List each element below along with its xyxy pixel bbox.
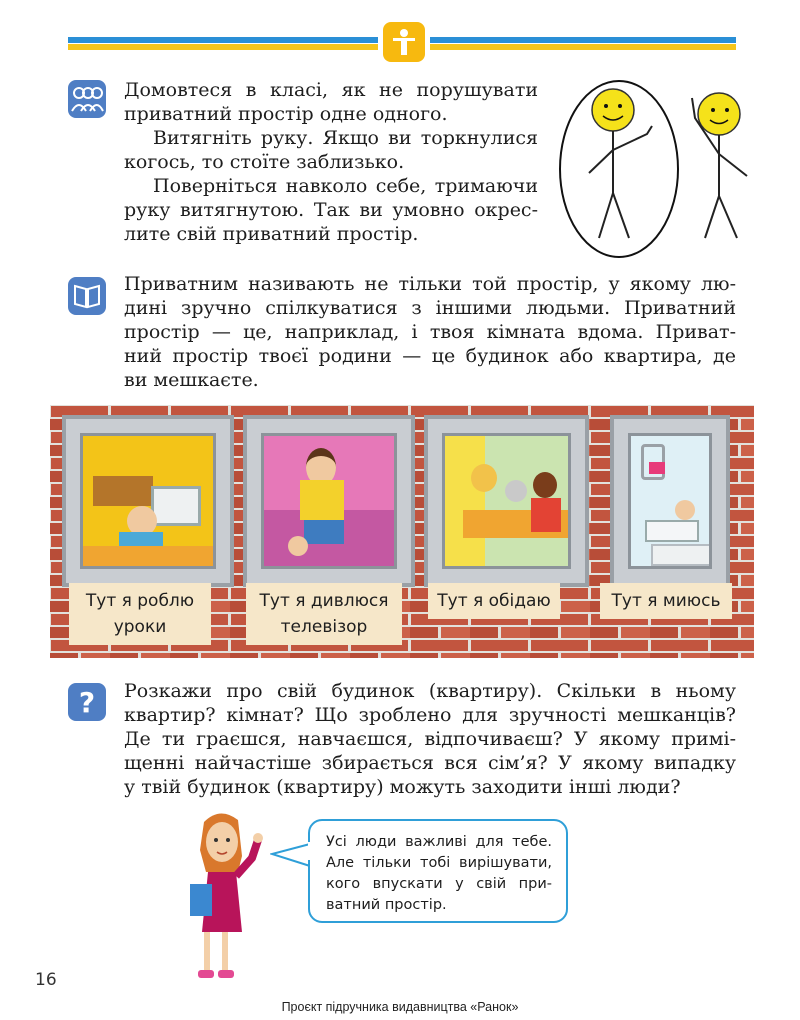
question-text: Розкажи про свій будинок (квартиру). Скільки в ньому квартир? кімнат? Що зроблено для зручності мешканців? Де ти граєшся, навчаєшся, відпочиваєш? У якому примі- щенні найчастіше збирається вся сім’я? У якому випадку у твій будинок (квартиру) можуть заходити інші люди? bbox=[124, 680, 736, 798]
reading-text: Приватним називають не тільки той простір, у якому лю- дині зручно спілкуватися з іншими людьми. Приватний простір — це, наприклад, і твоя кімната вдома. Приват- ний простір твоєї родини — це будинок або квартира, де ви мешкаєте. bbox=[124, 273, 736, 391]
window-lunch bbox=[424, 415, 589, 587]
page-number: 16 bbox=[35, 970, 57, 990]
group-work-icon bbox=[68, 80, 106, 118]
brick-wall-illustration bbox=[50, 405, 754, 658]
bubble-tail-cover bbox=[308, 842, 314, 860]
person-icon bbox=[383, 22, 425, 62]
window-label-tv: Тут я дивлюся телевізор bbox=[246, 583, 402, 645]
window-label-homework: Тут я роблю уроки bbox=[69, 583, 211, 645]
intro-text: Домовтеся в класі, як не порушувати приватний простір одне одного. Витягніть руку. Якщо ви торкнулися когось, то стоїте заблизько. Поверніться навколо себе, тримаючи руку витягнутою. Так ви умовно окрес- лите свій приватний простір. bbox=[124, 79, 538, 245]
book-icon bbox=[68, 277, 106, 315]
window-washing bbox=[610, 415, 730, 587]
window-label-lunch: Тут я обідаю bbox=[428, 583, 560, 619]
footer-publisher: Проєкт підручника видавництва «Ранок» bbox=[281, 1000, 519, 1014]
personal-space-illustration bbox=[555, 78, 755, 260]
speech-bubble: Усі люди важливі для тебе. Але тільки тобі вирішувати, кого впускати у свій при- ватний простір. bbox=[308, 819, 568, 923]
question-icon: ? bbox=[68, 683, 106, 721]
speech-bubble-tail bbox=[270, 840, 312, 870]
window-homework bbox=[62, 415, 234, 587]
window-tv bbox=[243, 415, 415, 587]
girl-illustration bbox=[182, 810, 312, 982]
window-label-washing: Тут я миюсь bbox=[600, 583, 732, 619]
